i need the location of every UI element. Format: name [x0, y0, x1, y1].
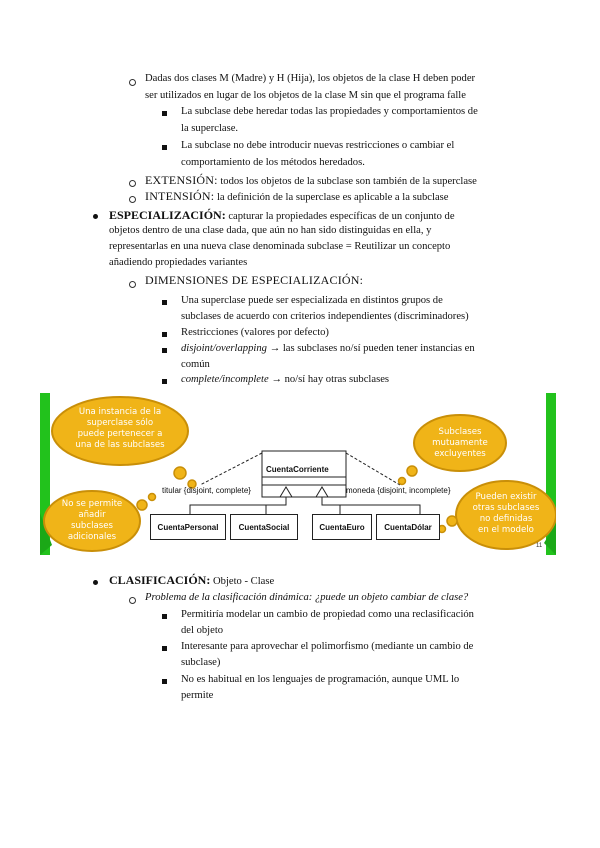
paragraph-line — [181, 341, 475, 357]
bubble-line: Pueden existir — [475, 492, 537, 502]
bubble-dot — [174, 467, 186, 479]
bubble-line: puede pertenecer a — [77, 429, 163, 439]
paragraph-line — [109, 572, 274, 590]
bubble-line: no definidas — [479, 514, 533, 524]
generalization-line — [200, 453, 262, 485]
bubble-disjoint-note — [60, 407, 180, 451]
bubble-line: superclase sólo — [86, 418, 154, 428]
generalization-line — [346, 453, 400, 485]
square-bullet — [162, 145, 167, 150]
dimensiones-title: DIMENSIONES DE ESPECIALIZACIÓN: — [145, 273, 364, 287]
paragraph-line: Restricciones (valores por defecto) — [181, 327, 329, 338]
paragraph-line: común — [181, 359, 210, 370]
circle-bullet — [129, 79, 136, 86]
paragraph-line: ser utilizados en lugar de los objetos de la clase M sin que el programa falle — [145, 90, 466, 101]
paragraph-line: Dadas dos clases M (Madre) y H (Hija), los objetos de la clase H deben poder — [145, 73, 476, 84]
paragraph-line: La subclase no debe introducir nuevas restricciones o cambiar el — [181, 140, 455, 151]
square-bullet — [162, 379, 167, 384]
discriminator-left: titular {disjoint, complete} — [162, 486, 251, 495]
circle-bullet — [129, 180, 136, 187]
bubble-dot — [407, 466, 417, 476]
slide-number: 11 — [536, 543, 543, 549]
clasificacion-problem: Problema de la clasificación dinámica: ¿puede un objeto cambiar de clase? — [145, 592, 469, 603]
bubble-incomplete-note — [464, 492, 548, 536]
intension-term: INTENSIÓN: — [145, 189, 215, 203]
paragraph-line: añadiendo propiedades variantes — [109, 257, 248, 268]
extension-text: todos los objetos de la subclase son también de la superclase — [220, 176, 477, 187]
extension-term: EXTENSIÓN: — [145, 173, 218, 187]
connector-line — [190, 497, 286, 514]
bubble-dot — [447, 516, 457, 526]
square-bullet — [162, 332, 167, 337]
square-bullet — [162, 679, 167, 684]
subclass-cuenta-dolar: CuentaDólar — [376, 514, 440, 540]
connector-line — [322, 497, 420, 514]
paragraph-line: comportamiento de los métodos heredados. — [181, 157, 365, 168]
bubble-dot — [137, 500, 147, 510]
bubble-line: añadir — [78, 510, 106, 520]
subclass-cuenta-social: CuentaSocial — [230, 514, 298, 540]
bubble-line: adicionales — [67, 532, 117, 542]
complete-text: → no/sí hay otras subclases — [271, 374, 390, 385]
circle-bullet — [129, 597, 136, 604]
disjoint-text: → las subclases no/sí pueden tener instancias en — [269, 343, 475, 354]
paragraph-line: La subclase debe heredar todas las propiedades y comportamientos de — [181, 106, 478, 117]
uml-diagram-figure — [40, 393, 556, 555]
superclass-name: CuentaCorriente — [266, 465, 329, 474]
paragraph-line: Permitiría modelar un cambio de propiedad como una reclasificación — [181, 609, 474, 620]
bubble-line: subclases — [71, 521, 113, 531]
paragraph-line: subclase) — [181, 657, 221, 668]
bubble-line: Subclases — [438, 427, 482, 437]
square-bullet — [162, 614, 167, 619]
especializacion-title: ESPECIALIZACIÓN: — [109, 208, 226, 222]
square-bullet — [162, 646, 167, 651]
disc-bullet — [93, 214, 98, 219]
bubble-line: en el modelo — [478, 525, 534, 535]
superclass-box — [262, 451, 346, 497]
subclass-cuenta-personal: CuentaPersonal — [150, 514, 226, 540]
paragraph-line: Una superclase puede ser especializada en distintos grupos de — [181, 295, 443, 306]
complete-term: complete/incomplete — [181, 374, 269, 385]
paragraph-line: permite — [181, 690, 214, 701]
paragraph-line — [145, 188, 448, 206]
bubble-line: mutuamente — [432, 438, 488, 448]
bubble-line: excluyentes — [434, 449, 486, 459]
paragraph-line: del objeto — [181, 625, 224, 636]
circle-bullet — [129, 196, 136, 203]
paragraph-line: objetos dentro de una clase dada, que aún no han sido distinguidas en ella, y — [109, 225, 432, 236]
paragraph-line: representarlas en una nueva clase denominada subclase = Reutilizar un concepto — [109, 241, 451, 252]
bubble-line: Una instancia de la — [78, 407, 162, 417]
square-bullet — [162, 348, 167, 353]
square-bullet — [162, 111, 167, 116]
intension-text: la definición de la superclase es aplicable a la subclase — [216, 192, 449, 203]
bubble-dot — [399, 478, 406, 485]
paragraph-line: subclases de acuerdo con criterios independientes (discriminadores) — [181, 311, 469, 322]
especializacion-text: capturar la propiedades específicas de un conjunto de — [228, 211, 455, 222]
bubble-dot — [149, 494, 156, 501]
paragraph-line: Interesante para aprovechar el polimorfismo (mediante un cambio de — [181, 641, 474, 652]
bubble-exclusive-note — [424, 427, 496, 460]
paragraph-line: la superclase. — [181, 123, 239, 134]
clasificacion-text: Objeto - Clase — [213, 576, 275, 587]
bubble-line: otras subclases — [472, 503, 540, 513]
subclass-cuenta-euro: CuentaEuro — [312, 514, 372, 540]
circle-bullet — [129, 281, 136, 288]
paragraph-line: No es habitual en los lenguajes de programación, aunque UML lo — [181, 674, 460, 685]
clasificacion-title: CLASIFICACIÓN: — [109, 573, 211, 587]
discriminator-right: moneda {disjoint, incomplete} — [346, 486, 451, 495]
bubble-line: una de las subclases — [75, 440, 165, 450]
paragraph-line — [181, 372, 389, 388]
bubble-line: No se permite — [61, 499, 123, 509]
disc-bullet — [93, 580, 98, 585]
disjoint-term: disjoint/overlapping — [181, 343, 267, 354]
bubble-complete-note — [50, 499, 134, 543]
square-bullet — [162, 300, 167, 305]
